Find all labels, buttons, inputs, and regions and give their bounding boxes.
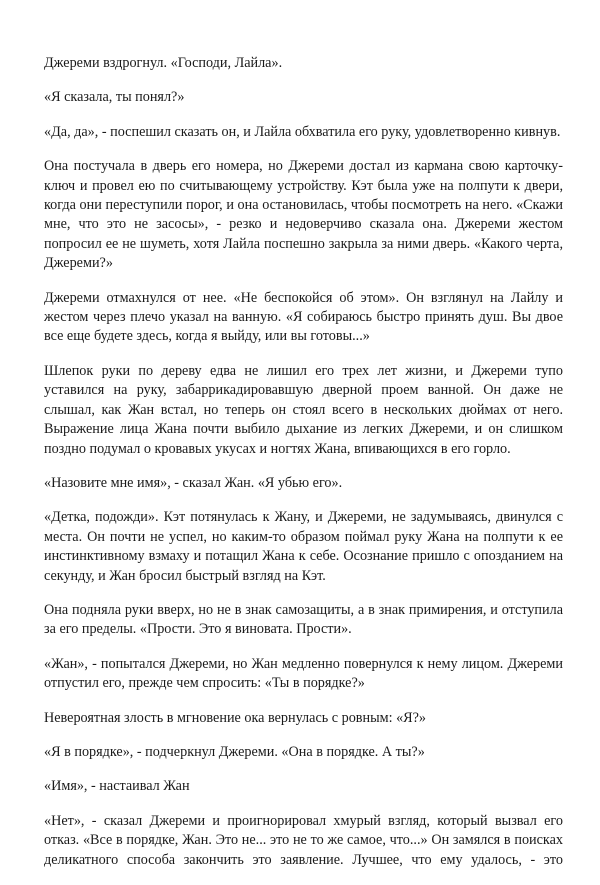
paragraph: «Детка, подожди». Кэт потянулась к Жану, и Джереми, не задумываясь, двинулся с места. Он почти не успел, но каким-то образом поймал руку Жана на полпути к ее инстинктивному взмаху и потащил Жана к себе. Осознание пришло с опозданием на секунду, и Жан бросил быстрый взгляд на Кэт. [44, 509, 563, 584]
paragraph: «Я сказала, ты понял?» [44, 89, 185, 106]
paragraph: Невероятная злость в мгновение ока вернулась с ровным: «Я?» [44, 709, 427, 726]
paragraph: Шлепок руки по дереву едва не лишил его трех лет жизни, и Джереми тупо уставился на руку, забаррикадировавшую дверной проем ванной. Он даже не слышал, как Жан встал, но теперь он стоял всего в нескольких дюймах от него. Выражение лица Жана почти выбило дыхание из легких Джереми, и он слишком поздно подумал о кровавых укусах и ногтях Жана, впивающихся в его горло. [44, 362, 563, 457]
paragraph: Она постучала в дверь его номера, но Джереми достал из кармана свою карточку-ключ и провел ею по считывающему устройству. Кэт была уже на полпути к двери, когда они переступили порог, и она остановилась, чтобы посмотреть на него. «Скажи мне, что это не засосы», - резко и недоверчиво сказала она. Джереми жестом попросил ее не шуметь, хотя Лайла поспешно закрыла за ними дверь. «Какого черта, Джереми?» [44, 158, 563, 272]
paragraph: «Имя», - настаивал Жан [44, 778, 190, 795]
document-page [44, 54, 563, 885]
paragraph: «Нет», - сказал Джереми и проигнорировал хмурый взгляд, который вызвал его отказ. «Все в порядке, Жан. Это не... это не то же самое, что...» Он замялся в поисках деликатного способа закончить это заявление. Лучшее, что ему удалось, - это [44, 812, 563, 868]
paragraph: «Да, да», - поспешил сказать он, и Лайла обхватила его руку, удовлетворенно кивнув. [44, 123, 561, 140]
paragraph: Джереми вздрогнул. «Господи, Лайла». [44, 55, 283, 71]
paragraph: Она подняла руки вверх, но не в знак самозащиты, а в знак примирения, и отступила за его пределы. «Прости. Это я виновата. Прости». [44, 601, 563, 638]
paragraph: Джереми отмахнулся от нее. «Не беспокойся об этом». Он взглянул на Лайлу и жестом через плечо указал на ванную. «Я собираюсь быстро принять душ. Вы двое все еще будете здесь, когда я выйду, или вы готовы...» [44, 289, 563, 345]
paragraph: «Назовите мне имя», - сказал Жан. «Я убью его». [44, 474, 343, 491]
paragraph: «Жан», - попытался Джереми, но Жан медленно повернулся к нему лицом. Джереми отпустил его, прежде чем спросить: «Ты в порядке?» [44, 655, 563, 692]
paragraph: «Я в порядке», - подчеркнул Джереми. «Она в порядке. А ты?» [44, 743, 425, 760]
